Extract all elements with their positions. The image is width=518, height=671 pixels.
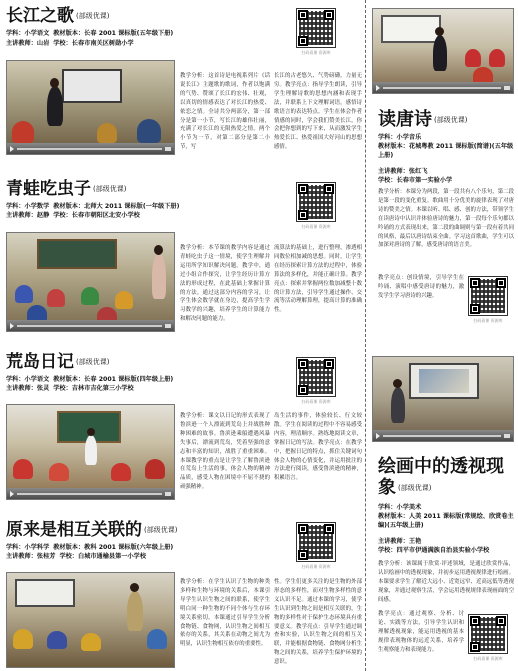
lesson-description-col1: 教学分析：课文以日记的形式表现了鲁滨逊一个人漂流到荒岛上并战胜种种困难的故事。鲁滨逊乘船遭遇风暴失事后，漂流到荒岛，凭着坚强的意志和丰富的知识，战胜了重重困难。本课教学的重点是让学生了解鲁滨逊在荒岛上生活的事，体会人物的精神品质，感受人物在困境中不屈不挠的顽强精神。 (180, 413, 270, 491)
lesson-description-col2: 教学亮点：创设情境，引导学生在吟诵、演唱中感受唐诗的魅力，激发学生学习唐诗的兴趣。 (378, 275, 464, 299)
lesson-video-thumbnail[interactable] (6, 572, 175, 668)
lesson-title: 青蛙吃虫子 (部级优课) (6, 179, 127, 199)
lesson-video-thumbnail[interactable] (372, 8, 514, 94)
qr-caption: 扫码看课 资源库 (301, 399, 331, 404)
play-icon[interactable] (376, 85, 380, 91)
qr-code[interactable] (296, 522, 336, 562)
lesson-meta-line2: 主讲教师：张桂芳 学校：白城市通榆县第一小学校 (6, 553, 147, 560)
projector-screen (62, 69, 122, 103)
lesson-title: 绘画中的透视现象 (部级优课) (378, 456, 504, 498)
qr-caption: 扫码看课 资源库 (473, 318, 503, 323)
lesson-description-col1: 教学分析：这首诗是电视系列片《话说长江》主题歌的歌词，作者以饱满的气势、赞颂了长江的宏伟、壮观，以真切的情感表达了对长江的热爱、依恋之情。全诗共分两部分，第一部分是第一小节，写长江的雄伟壮丽，充满了对长江的无限热爱之情。两个小节为一节，对第二部分是第二小节，写 (180, 73, 270, 151)
lesson-meta-line2: 主讲教师：山岩 学校：长春市南关区树勋小学 (6, 40, 134, 47)
lesson-description-col2: 岛生活的事件，体验较长、行文较散。学生在阅读的过程中不容易感受内容，理清顺序。熟练地阅读文章，掌握日记的写法。教学亮点：在教学中，把握日记的特点，抓住关键词句体会人物的心情变化，并运用批注的方法进行阅读，感受鲁滨逊的精神，积累语言。 (274, 413, 362, 482)
progress-bar[interactable] (17, 325, 162, 327)
volume-icon[interactable] (504, 86, 510, 90)
qr-caption: 扫码看课 资源库 (301, 50, 331, 55)
blackboard (37, 239, 117, 269)
lesson-description-col1: 教学分析：在学生认识了生物的种类多样和生物与环境的关系后，本课引导学生认识生物之间的联系，使学生明白同一种生物的不同个体与生存环境关系密切。本课通过引导学生分析食物链、食物网，认识生物之间相互依存的关系，其关系在动物之间尤为明显，认识生物相互依存的重要性。 (180, 579, 270, 648)
volume-icon[interactable] (504, 434, 510, 438)
lesson-title: 长江之歌 (部级优课) (6, 6, 110, 26)
qr-code[interactable] (296, 182, 336, 222)
qr-code[interactable] (296, 357, 336, 397)
progress-bar[interactable] (17, 493, 162, 495)
play-icon[interactable] (10, 323, 14, 329)
lesson-meta-line2: 主讲教师：王艳 (378, 538, 422, 545)
column-divider (365, 0, 366, 671)
lesson-meta-line1b: 教材版本：人美 2011 课标版(常规绘、欣赏卷主编)(五年级上册) (378, 513, 514, 529)
qr-code[interactable] (468, 614, 508, 654)
lesson-meta-line2: 主讲教师：张灵 学校：吉林市吉化第三小学校 (6, 385, 134, 392)
lesson-description-col2: 长江的古老悠久、气势磅礴，力量无穷。教学亮点：指导学生朗读，引导学生理解诗歌的思想内涵和表现手法，并联系上下文理解词语，感悟诗歌语言的表达特点。学生在体会作者情感的同时，学会我们赞美长江，你会把你想到的写下来，从而激发学生热爱长江、热爱祖国大好河山的思想感情。 (274, 73, 362, 151)
lesson-description-col1: 教学分析：该课属于欣赏·评述领域，是通过欣赏作品，认识绘画中的透视现象，并初步运用透视规律进行绘画。本课要求学生了解近大远小、近宽远窄、近高远低等透视现象，并通过观察生活，学会运用透视规律表现画面的空间感。 (378, 561, 514, 603)
lesson-meta-line1: 学科：小学科学 教材版本：教科 2001 课标版(六年级上册) (6, 544, 174, 551)
lesson-video-thumbnail[interactable] (372, 356, 514, 442)
lesson-description-col2: 性。学生们更多关注的是生物的外部形态的多样性，而对生物多样性的意义认识不足。通过本课的学习，使学生认识到生物之间是相互关联的，生物的多样性对于保护生态环境具有重要意义。教学亮点：引导学生通过调查和实验，认识生物之间的相互关联，并能根据食物链、食物网分析生物之间的关系，培养学生保护环境的意识。 (274, 579, 362, 666)
qr-caption: 扫码看课 资源库 (301, 224, 331, 229)
volume-icon[interactable] (165, 324, 171, 328)
lesson-meta-line2b: 学校：四平市伊通满族自治县实验小学校 (378, 547, 490, 554)
lesson-title: 读唐诗 (部级优课) (378, 109, 468, 130)
projector-screen (15, 579, 75, 607)
play-icon[interactable] (10, 491, 14, 497)
lesson-meta-line2: 主讲教师：赵静 学校：长春市朝阳区北安小学校 (6, 212, 140, 219)
lesson-meta-line1: 学科：小学音乐 (378, 134, 422, 141)
lesson-description-col2: 流算法的基础上，进行整理，渗透相同数位相加减的思想。同时，让学生在经历探索计算方法的过程中，体验算法的多样化，并能正确计算。教学亮点：探索并掌握两位数加减整十数的计算方法，引导学生通过操作、交流等活动理解算理，提高计算的准确性。 (274, 245, 362, 314)
lesson-video-thumbnail[interactable] (6, 60, 175, 155)
lesson-meta-line1: 学科：小学语文 教材版本：长春 2001 课标版(四年级上册) (6, 376, 174, 383)
lesson-title: 荒岛日记 (部级优课) (6, 352, 110, 372)
volume-icon[interactable] (165, 492, 171, 496)
lesson-meta-line1: 学科：小学语文 教材版本：长春 2001 课标版(五年级下册) (6, 30, 174, 37)
play-icon[interactable] (376, 433, 380, 439)
play-icon[interactable] (10, 146, 14, 152)
progress-bar[interactable] (383, 87, 501, 89)
qr-caption: 扫码看课 资源库 (473, 656, 503, 661)
lesson-description-col2: 教学亮点：通过观察、分析、讨论、实践等方法，引导学生认识和理解透视现象，能运用透视的基本规律表现物体的远近关系，培养学生观察能力和表现能力。 (378, 611, 464, 653)
lesson-title: 原来是相互关联的 (部级优课) (6, 520, 178, 540)
lesson-video-thumbnail[interactable] (6, 232, 175, 332)
qr-caption: 扫码看课 资源库 (301, 564, 331, 569)
qr-code[interactable] (296, 8, 336, 48)
lesson-meta-line2b: 学校：长春市第一实验小学 (378, 177, 453, 184)
lesson-meta-line1: 学科：小学美术 (378, 504, 422, 511)
projector-screen (381, 15, 441, 43)
volume-icon[interactable] (165, 147, 171, 151)
progress-bar[interactable] (383, 435, 501, 437)
lesson-meta-line1b: 教材版本：花城粤教 2011 课标版(简谱)(五年级上册) (378, 143, 514, 159)
qr-code[interactable] (468, 276, 508, 316)
lesson-description-col1: 教学分析：本节课的教学内容是通过青蛙吃虫子这一情境，使学生理解并运用所学知识解决问题。教学中，通过小组合作探究，让学生经历计算方法的形成过程，在此基础上掌握计算的方法。通过这部分内容的学习，让学生体会数学就在身边，提高学生学习数学的兴趣，培养学生的计算能力和解决问题的能力。 (180, 245, 270, 323)
progress-bar[interactable] (17, 148, 162, 150)
lesson-description-col1: 教学分析：本课分为两段，第一段共有八个乐句，第二段是第一段的变化重复。歌曲用十分优美的旋律表现了对唐诗的赞美之情。本课以听、唱、感、创的方法，带领学生在读唐诗中认识并体验唐诗的魅力，第一段每个乐句都以吟诵的方式表现出来，第二段的曲调则与第一段有着共同的风格，最后以唐诗结束全曲。学习这首歌曲，学生可以加深对唐诗的了解，感受唐诗的语言美。 (378, 189, 514, 249)
lesson-meta-line1: 学科：小学数学 教材版本：北师大 2011 课标版(一年级下册) (6, 203, 180, 210)
lesson-video-thumbnail[interactable] (6, 404, 175, 500)
lesson-meta-line2: 主讲教师：张红飞 (378, 168, 428, 175)
projector-screen (409, 363, 479, 399)
